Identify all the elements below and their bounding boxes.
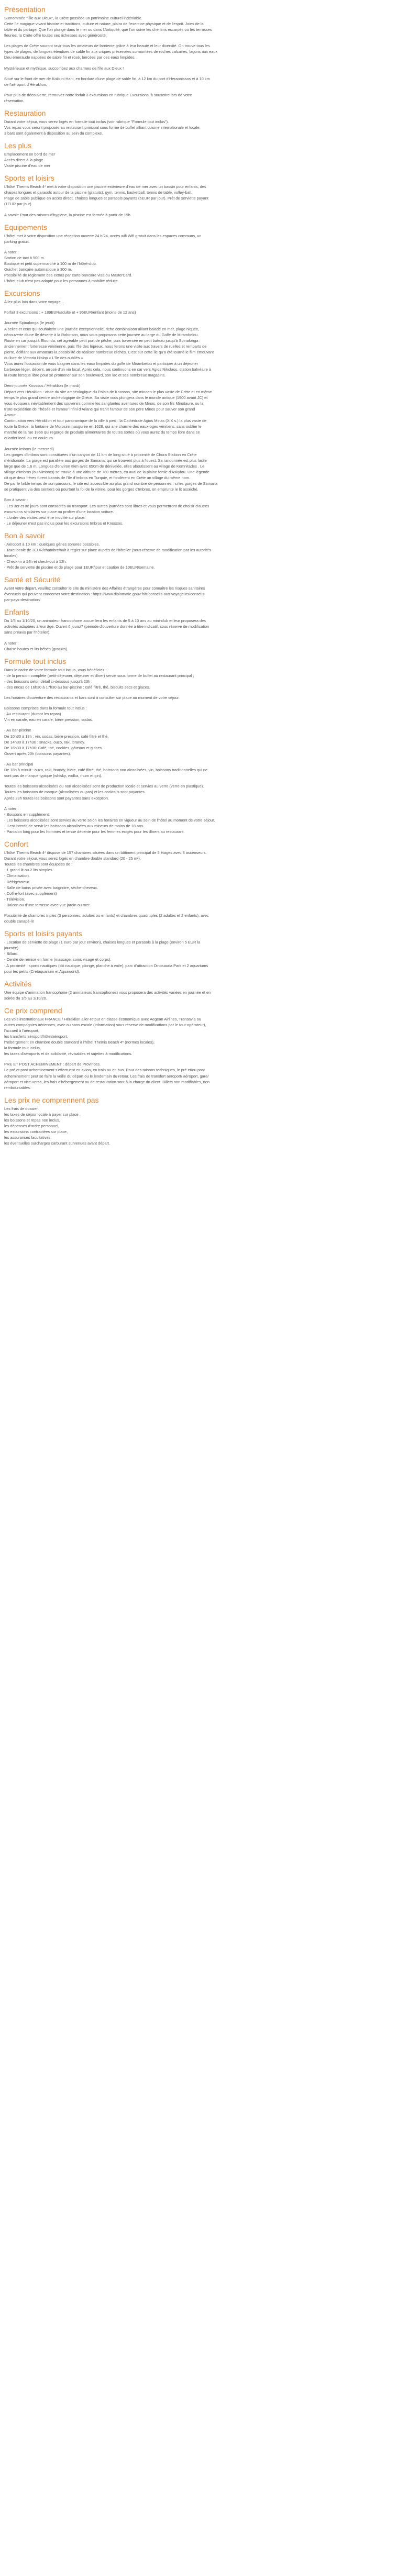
section-title: Présentation [4,5,46,14]
section-title: Bon à savoir [4,531,45,540]
text-line: - Balcon ou d'une terrasse avec vue jardin ou mer. [4,903,91,908]
text-line: les excursions contractées sur place, [4,1129,68,1135]
text-line: bleu émeraude nappées de sable fin et rosé, bercées par des eaux limpides. [4,55,136,60]
text-line: Journée Spinalonga (le jeudi) [4,320,55,326]
section [4,608,393,651]
text-line: les taxes d'aéroports et de solidarité, révisables et sujettes à modifications. [4,1051,133,1057]
section-title: Les plus [4,141,32,150]
text-line: - Les 3er et 8e jours sont consacrés au transport. Les autres journées sont libres et vous permettront de choisir d'autres [4,503,209,508]
section-title: Santé et Sécurité [4,575,61,584]
text-line: A savoir: Pour des raisons d'hygiène, la piscine est fermée à partir de 19h. [4,212,131,217]
text-line: A noter : [4,249,19,254]
text-line: éventuels qui peuvent concerner votre destination : https://www.diplomatie.gouv.fr/fr/conseils-aux-voyageurs/conseils- [4,592,206,597]
text-line: Vous aurez l'occasion de vous baigner dans les eaux limpides du golfe de Mirambelou et participer à un déjeuner [4,361,198,367]
paragraph [4,92,393,104]
text-line: par-pays-destination/ [4,597,41,603]
text-line: réservation. [4,98,25,103]
text-line: du livre de Victoria Hislop « L'île des oubliés » [4,356,83,361]
section [4,929,393,974]
section-title: Equipements [4,223,47,231]
text-line: De 16h30 à 17h30: Café, thé, cookies, gâteaux et glaces. [4,745,103,750]
text-line: - Le déjeuner n'est pas inclus pour les excursions Imbros et Knossos. [4,520,123,526]
text-line: Durant votre séjour, vous serez logés en formule tout inclus (voir rubrique "Formule tout inclus"). [4,119,169,124]
paragraph [4,618,393,635]
text-line: pour les petits (Cretaquarium et Aquaworld). [4,969,80,974]
paragraph [4,640,393,652]
text-line: L'hôtel Themis Beach 4* met à votre disposition une piscine extérieure d'eau de mer avec un bassin pour enfants, des [4,184,206,190]
paragraph [4,320,393,378]
text-line: (1EUR par jour). [4,202,32,207]
text-line: se pratiquent via des sentiers où pourtant la foi de la vitrine, pour les gorges d'Imbros, on emprunte le lit asséché. [4,487,198,492]
text-line: Plage de sable publique en accès direct, chaises longues et parasols payants (5EUR par jour). Prêt de serviette payant [4,196,208,201]
text-line: autres compagnies aériennes, avec ou sans escale (information) sous réserve de modifications par le tour-opérateur), [4,1022,206,1027]
text-line: sont pas de marque typique (whisky, vodka, rhum et gin). [4,773,102,779]
text-line: Station de taxi à 500 m. [4,255,45,260]
text-line: les dépenses d'ordre personnel, [4,1124,59,1129]
text-line: A noter : [4,640,19,646]
section-title: Excursions [4,289,40,298]
text-line: méridionale. La gorge est parallèle aux gorges de Samaria, qui se trouvent plus à l'ouest. Sa randonnée est plus facile [4,458,207,463]
section [4,531,393,570]
paragraph [4,497,393,526]
paragraph [4,585,393,603]
text-line: L'hôtel-club n'est pas adapté pour les personnes à mobilité réduite. [4,279,119,284]
paragraph [4,65,393,71]
text-line: - Centre de remise en forme (massage, soins visage et corps). [4,957,112,962]
text-line: Continuation vers Héraklion et tour panoramique de la ville à pied : la Cathédrale Agios Minas (XIX s.) la plus vaste de [4,418,207,424]
text-line: - des boissons selon détail ci-dessous jusqu'à 23h ; [4,679,93,684]
text-line: - Au restaurant (durant les repas) [4,712,61,717]
section [4,657,393,835]
section-title: Restauration [4,109,46,118]
text-line: L'hôtel Themis Beach 4* dispose de 157 chambres situées dans un bâtiment principal de 5 étages avec 3 ascenseurs. [4,850,207,856]
text-line: A noter : [4,806,19,811]
paragraph [4,990,393,1001]
paragraph [4,939,393,974]
text-line: Les horaires d'ouverture des restaurants et bars sont à consulter sur place au moment de votre séjour. [4,695,180,701]
text-line: Toutes les boissons alcoolisées ou non alcoolisées sont de production locale et servies au verre (verre en plastique). [4,784,204,789]
text-line: table et du partage. Que l'on plonge dans le mer ou dans l'Antiquité, que l'on suive les chemins escarpés ou les terrasses [4,27,212,32]
text-line: - Taxe locale de 3EUR/chambre/nuit à régler sur place auprès de l'hôtelier (sous réserve de modification par les autorités [4,547,211,552]
text-line: types de plages, de longues étendues de sable fin aux criques préservées surmontées de roches calcaires, lagons aux eaux [4,49,218,54]
text-line: - Télévision. [4,896,25,902]
text-line: Surnommée "l'Île aux Dieux", la Crète possède un patrimoine culturel indéniable. [4,15,142,20]
text-line: dit que deux frères furent bannis de l'île d'Imbros en Turquie, et fondèrent en Crète un village du même nom. [4,475,190,481]
text-line: toute la Grèce, la fontaine de Morosini inaugurée en 1628, qui a le charme des eaux-oges vénitiens, sans oublier le [4,424,202,429]
text-line: Les plages de Crète sauront ravir tous les amateurs de farniente grâce à leur beauté et leur diversité. On trouve tous les [4,43,210,49]
text-line: Bon à savoir : [4,497,28,503]
text-line: pierre, édifiant aux amateurs la possibilité de réaliser nombreux clichés. C'est sur cette île qu'a été tourné le film émouvant [4,349,214,354]
text-line: excursions similaires sur place ou profiter d'une location voiture. [4,509,114,514]
text-line: - Pantalon long pour les hommes et tenue décente pour les femmes exigés pour les dîners au restaurant. [4,829,185,835]
text-line: découverte d'une île déserte à la Robinson, nous vous proposons cette journée au large du Golfe de Mirambelou. [4,332,199,337]
text-line: Amour... [4,413,19,418]
text-line: Pour plus de découverte, retrouvez notre forfait 3 excursions en rubrique Excursions, à souscrire lors de votre [4,92,192,97]
text-line: village d'Imbros (ou Nimbros) se trouve à une altitude de 780 mètres, en aval de la plaine fertile d'Askyfou. Une légende [4,470,209,475]
text-line: Après 23h toutes les boissons sont payantes sans exception. [4,795,109,801]
text-line: - 1 grand lit ou 2 lits simples. [4,868,53,873]
section [4,289,393,526]
text-line: Forfait 3 excursions : + 189EUR/adulte et + 95EUR/enfant (moins de 12 ans) [4,310,136,315]
text-line: Toutes les boissons de marque (alcoolisées ou pas) et les cocktails sont payantes. [4,790,146,795]
text-line: A celles et ceux qui souhaitent une journée exceptionnelle, riche combinaison alliant balade en mer, plage niquée, [4,326,200,331]
text-line: parking gratuit. [4,239,30,244]
paragraph [4,233,393,245]
text-line: Les vols internationaux FRANCE / Héraklion aller-retour en classe économique avec Aegean Airlines, Transavia ou [4,1016,201,1021]
text-line: Le pré et post acheminement s'effectuent en avion, en train ou en bus. Pour des raisons techniques, le pré et/ou post [4,1068,205,1073]
text-line: Possibilité de chambres triples (3 personnes, adultes ou enfants) et chambres quadruples (2 adultes et 2 enfants), avec [4,913,209,918]
text-line: les assurances facultatives, [4,1135,52,1140]
text-line: Situé sur le front de mer de Kokkini Hani, en bordure d'une plage de sable fin, à 12 km du port d'Heraonissos et à 10 km [4,76,210,81]
text-line: - Location de serviette de plage (1 euro par jour environ), chaises longues et parasols à la plage (environ 5 EUR la [4,940,201,945]
paragraph [4,1106,393,1147]
section [4,575,393,603]
text-line: Accès direct à la plage [4,158,43,163]
text-line: - Les boissons alcoolisées sont servies au verre selon les horaires en vigueur au sein de l'hôtel au moment de votre séjour. [4,817,215,823]
section [4,141,393,169]
text-line: - Aéroport à 10 km : quelques gênes sonores possibles. [4,541,100,547]
paragraph [4,783,393,801]
text-line: - A proximité : sports nautiques (ski nautique, plongé, planche à voile), parc d'attraction Dinosauria Park et 2 aquariums [4,963,208,968]
paragraph [4,212,393,218]
text-line: Cette île magique vivant histoire et traditions, culture et nature, plaira de l'exercice physique et de l'esprit. Joies de la [4,21,204,26]
paragraph [4,383,393,441]
text-line: - Boissons en supplément. [4,812,50,817]
text-line: Les frais de dossier, [4,1106,39,1111]
paragraph [4,541,393,571]
paragraph [4,695,393,701]
text-line: - Au bar-piscine [4,728,31,733]
text-line: - Il est interdit de servir les boissons alcoolisées aux mineurs de moins de 18 ans. [4,824,145,829]
paragraph [4,667,393,690]
paragraph [4,913,393,924]
text-line: Ouvert après 20h (boissons payantes). [4,751,71,756]
text-line: Route en car jusqu'à Elounda, cet agréable petit port de pêche, puis traversée en petit bateau jusqu'à Spinalonga : [4,338,201,343]
text-line: locales). [4,553,19,559]
section-title: Les prix ne comprennent pas [4,1095,99,1104]
paragraph [4,806,393,835]
text-line: - de la pension complète (petit-déjeuner, déjeuner et dîner) servie sous forme de buffet au restaurant principal ; [4,673,194,678]
text-line: journée). [4,946,20,951]
section [4,980,393,1001]
paragraph [4,151,393,169]
text-line: Toutes les chambres sont équipées de : [4,862,73,867]
text-line: Les gorges d'Imbros sont constituées d'un canyon de 11 km de long situé à proximité de Chora Sfakion en Crète [4,452,197,457]
text-line: - Salle de bains privée avec baignoire, sèche-cheveux. [4,885,98,890]
paragraph [4,184,393,207]
text-line: de l'aéroport d'Héraklion. [4,82,47,87]
text-line: marché de la rue 1866 qui regorge de produits alimentaires de toutes sortes où vous aurez du temps libre dans ce [4,430,200,435]
section [4,223,393,284]
text-line: temps le plus grand centre archéologique de Grèce. Sa visite vous plongera dans le monde antique (1900 avant JC) et [4,395,208,400]
paragraph [4,43,393,60]
paragraph [4,15,393,38]
text-line: L'hôtel met à votre disposition une réception ouverte 24 h/24, accès wifi Wifi gratuit dans les espaces communs, un [4,233,202,238]
text-line: Une équipe d'animation francophone (2 animateurs francophones) vous proposera des activités variées en journée et en [4,990,211,995]
paragraph [4,299,393,305]
text-line: Allez plus loin dans votre voyage... [4,299,64,305]
text-line: Guichet bancaire automatique à 300 m. [4,267,72,272]
section [4,174,393,217]
text-line: Boissons comprises dans la formule tout inclus : [4,706,87,711]
paragraph [4,761,393,779]
text-line: Possibilité de règlement des extras par carte bancaire visa ou MasterCard. [4,273,133,278]
text-line: Avant votre départ, veuillez consulter le site du ministère des Affaires étrangères pour connaître les risques sanitaires [4,586,205,591]
text-line: Emplacement en bord de mer [4,152,56,157]
text-line: acheminement peut se faire la veille du départ ou le lendemain du retour. Les frais de transfert aéroport/ aéroport, gare/ [4,1073,209,1079]
text-line: les éventuelles surcharges carburant survenues avant départ. [4,1141,111,1146]
text-line: - Billard. [4,951,19,957]
section [4,1006,393,1091]
text-line: chaises longues et parasols autour de la piscine (gratuits), gym, tennis, basketball, tennis de table, volley-ball. [4,190,193,195]
text-line: De 10h30 à 18h : vin, sodas, bière pression, café filtré et thé. [4,734,109,739]
paragraph [4,309,393,315]
section-title: Enfants [4,608,29,617]
text-line: les transferts aéroport/hôtel/aéroport, [4,1034,68,1039]
text-line: Durant votre séjour, vous serez logés en chambre double standard (20 - 25 m²). [4,856,141,861]
text-line: la formule tout inclus, [4,1046,41,1051]
text-line: PRE ET POST ACHEMINEMENT : départ de Provinces. [4,1062,101,1067]
text-line: - L'ordre des visites peut être modifié sur place. [4,515,86,520]
text-line: Boutique et petit supermarché à 100 m de l'hôtel-club. [4,261,97,266]
section [4,1096,393,1147]
section-title: Sports et loisirs payants [4,929,82,938]
text-line: Chaise hautes et lits bébés (gratuits). [4,646,69,651]
paragraph [4,727,393,757]
section [4,5,393,104]
text-line: l'hébergement en chambre double standard à l'hôtel Themis Beach 4* (normes locales), [4,1040,155,1045]
section-title: Activités [4,979,32,988]
paragraph [4,1061,393,1091]
text-line: triste expédition de Thésée et l'amour infini d'Ariane qui trahit l'amour de son père Minos pour sauver son grand [4,406,195,412]
text-line: les boissons et repas non inclus, [4,1117,60,1123]
text-line: 3 bars sont également à disposition au sein du complexe. [4,131,103,136]
section-title: Sports et loisirs [4,174,54,183]
paragraph [4,705,393,723]
text-line: Départ vers Héraklion : visite du site archéologique du Palais de Knossos, site minoen le plus vaste de Crète et en même [4,389,212,394]
text-line: - Check-in à 14h et check-out à 12h. [4,559,67,564]
text-line: l'accueil à l'aéroport, [4,1028,39,1033]
section-title: Formule tout inclus [4,657,67,665]
paragraph [4,1016,393,1057]
text-line: - Au bar principal [4,762,34,767]
text-line: De par le faible temps de son parcours, le site est accessible au plus grand nombre de personnes : si les gorges de Samaria [4,481,218,486]
text-line: Vos repas vous seront proposés au restaurant principal sous forme de buffet alliant cuisine internationale et locale. [4,125,201,130]
text-line: Vaste piscine d'eau de mer [4,163,51,169]
text-line: remboursables. [4,1085,31,1090]
text-line: anciennement forteresse vénitienne, puis l'île des lépreux, nous ferons une visite aux travers de ruelles et remparts de [4,343,207,349]
text-line: - Climatisation. [4,873,30,879]
document-page [0,5,397,1161]
text-line: Demi-journée Knossos / Héraklion (le mardi) [4,383,81,388]
paragraph [4,850,393,908]
text-line: - Réfrigérateur. [4,879,30,884]
text-line: Journée Imbros (le mercredi) [4,446,54,451]
text-line: barbecue léger, décent, arrosé d'un vin local. Après cela, nous continuons en car vers Agios Nikolaos, station balnéaire à [4,367,211,372]
text-line: aéroport et vice-versa, les frais d'hébergement ou de restauration sont à la charge du client. Billets non modifiables, non [4,1079,210,1084]
text-line: - des encas de 16h30 à 17h30 au bar-piscine : café filtré, thé, biscuits secs et glaces. [4,684,150,690]
text-line: Dans le cadre de votre formule tout inclus, vous bénéficiez : [4,667,107,672]
section-title: Ce prix comprend [4,1006,62,1015]
text-line: double canapé-lit [4,919,34,924]
text-line: soirée du 1/5 au 1/10/20. [4,995,47,1001]
text-line: De 14h30 à 17h30 : snacks, ouzo, raki, brandy. [4,739,85,745]
text-line: Mystérieuse et mythique, succombez aux charmes de l'île aux Dieux ! [4,65,124,71]
paragraph [4,249,393,284]
text-line: sans préavis par l'hôtelier). [4,630,51,635]
section [4,109,393,136]
text-line: - Prêt de serviette de piscine et de plage pour 1EUR/jour et caution de 10EUR/semaine. [4,565,155,570]
text-line: large que de 1.6 m. Longues d'environ 8km avec 650m de dénivelée, elles aboutissent au village de Komnitades . Le [4,463,205,469]
text-line: activités adaptées à leur âge. Ouvert 6 jours/7 (période d'ouverture donnée à titre indicatif, sous réserve de modification [4,624,209,629]
text-line: Du 1/5 au 1/10/20, un animateur francophone accueillera les enfants de 5 à 10 ans au mini-club et leur proposera des [4,618,206,624]
text-line: Vin en carafe, eau en carafe, bière pression, sodas. [4,717,93,723]
text-line: la route lorsque libre pour se promener sur son boulevard, son lac et ses nombreux magasins. [4,373,166,378]
paragraph [4,76,393,87]
paragraph [4,446,393,493]
paragraph [4,119,393,136]
text-line: vous évoquera inévitablement des souvenirs comme les sanglantes aventures de Minos, de son fils Minotaure, ou la [4,401,204,406]
text-line: De 18h à minuit : ouzo, raki, brandy, bière, café filtré, thé, boissons non alcoolisées, vin, boissons traditionnelles qui ne [4,768,208,773]
text-line: quartier local ou en couleurs. [4,436,54,441]
section-title: Confort [4,840,28,849]
text-line: fleuries, la Crète offre toutes ses richesses avec générosité. [4,33,107,38]
text-line: les taxes de séjour locale à payer sur place , [4,1112,81,1117]
text-line: - Coffre-fort (avec supplément) [4,891,57,896]
section [4,840,393,924]
